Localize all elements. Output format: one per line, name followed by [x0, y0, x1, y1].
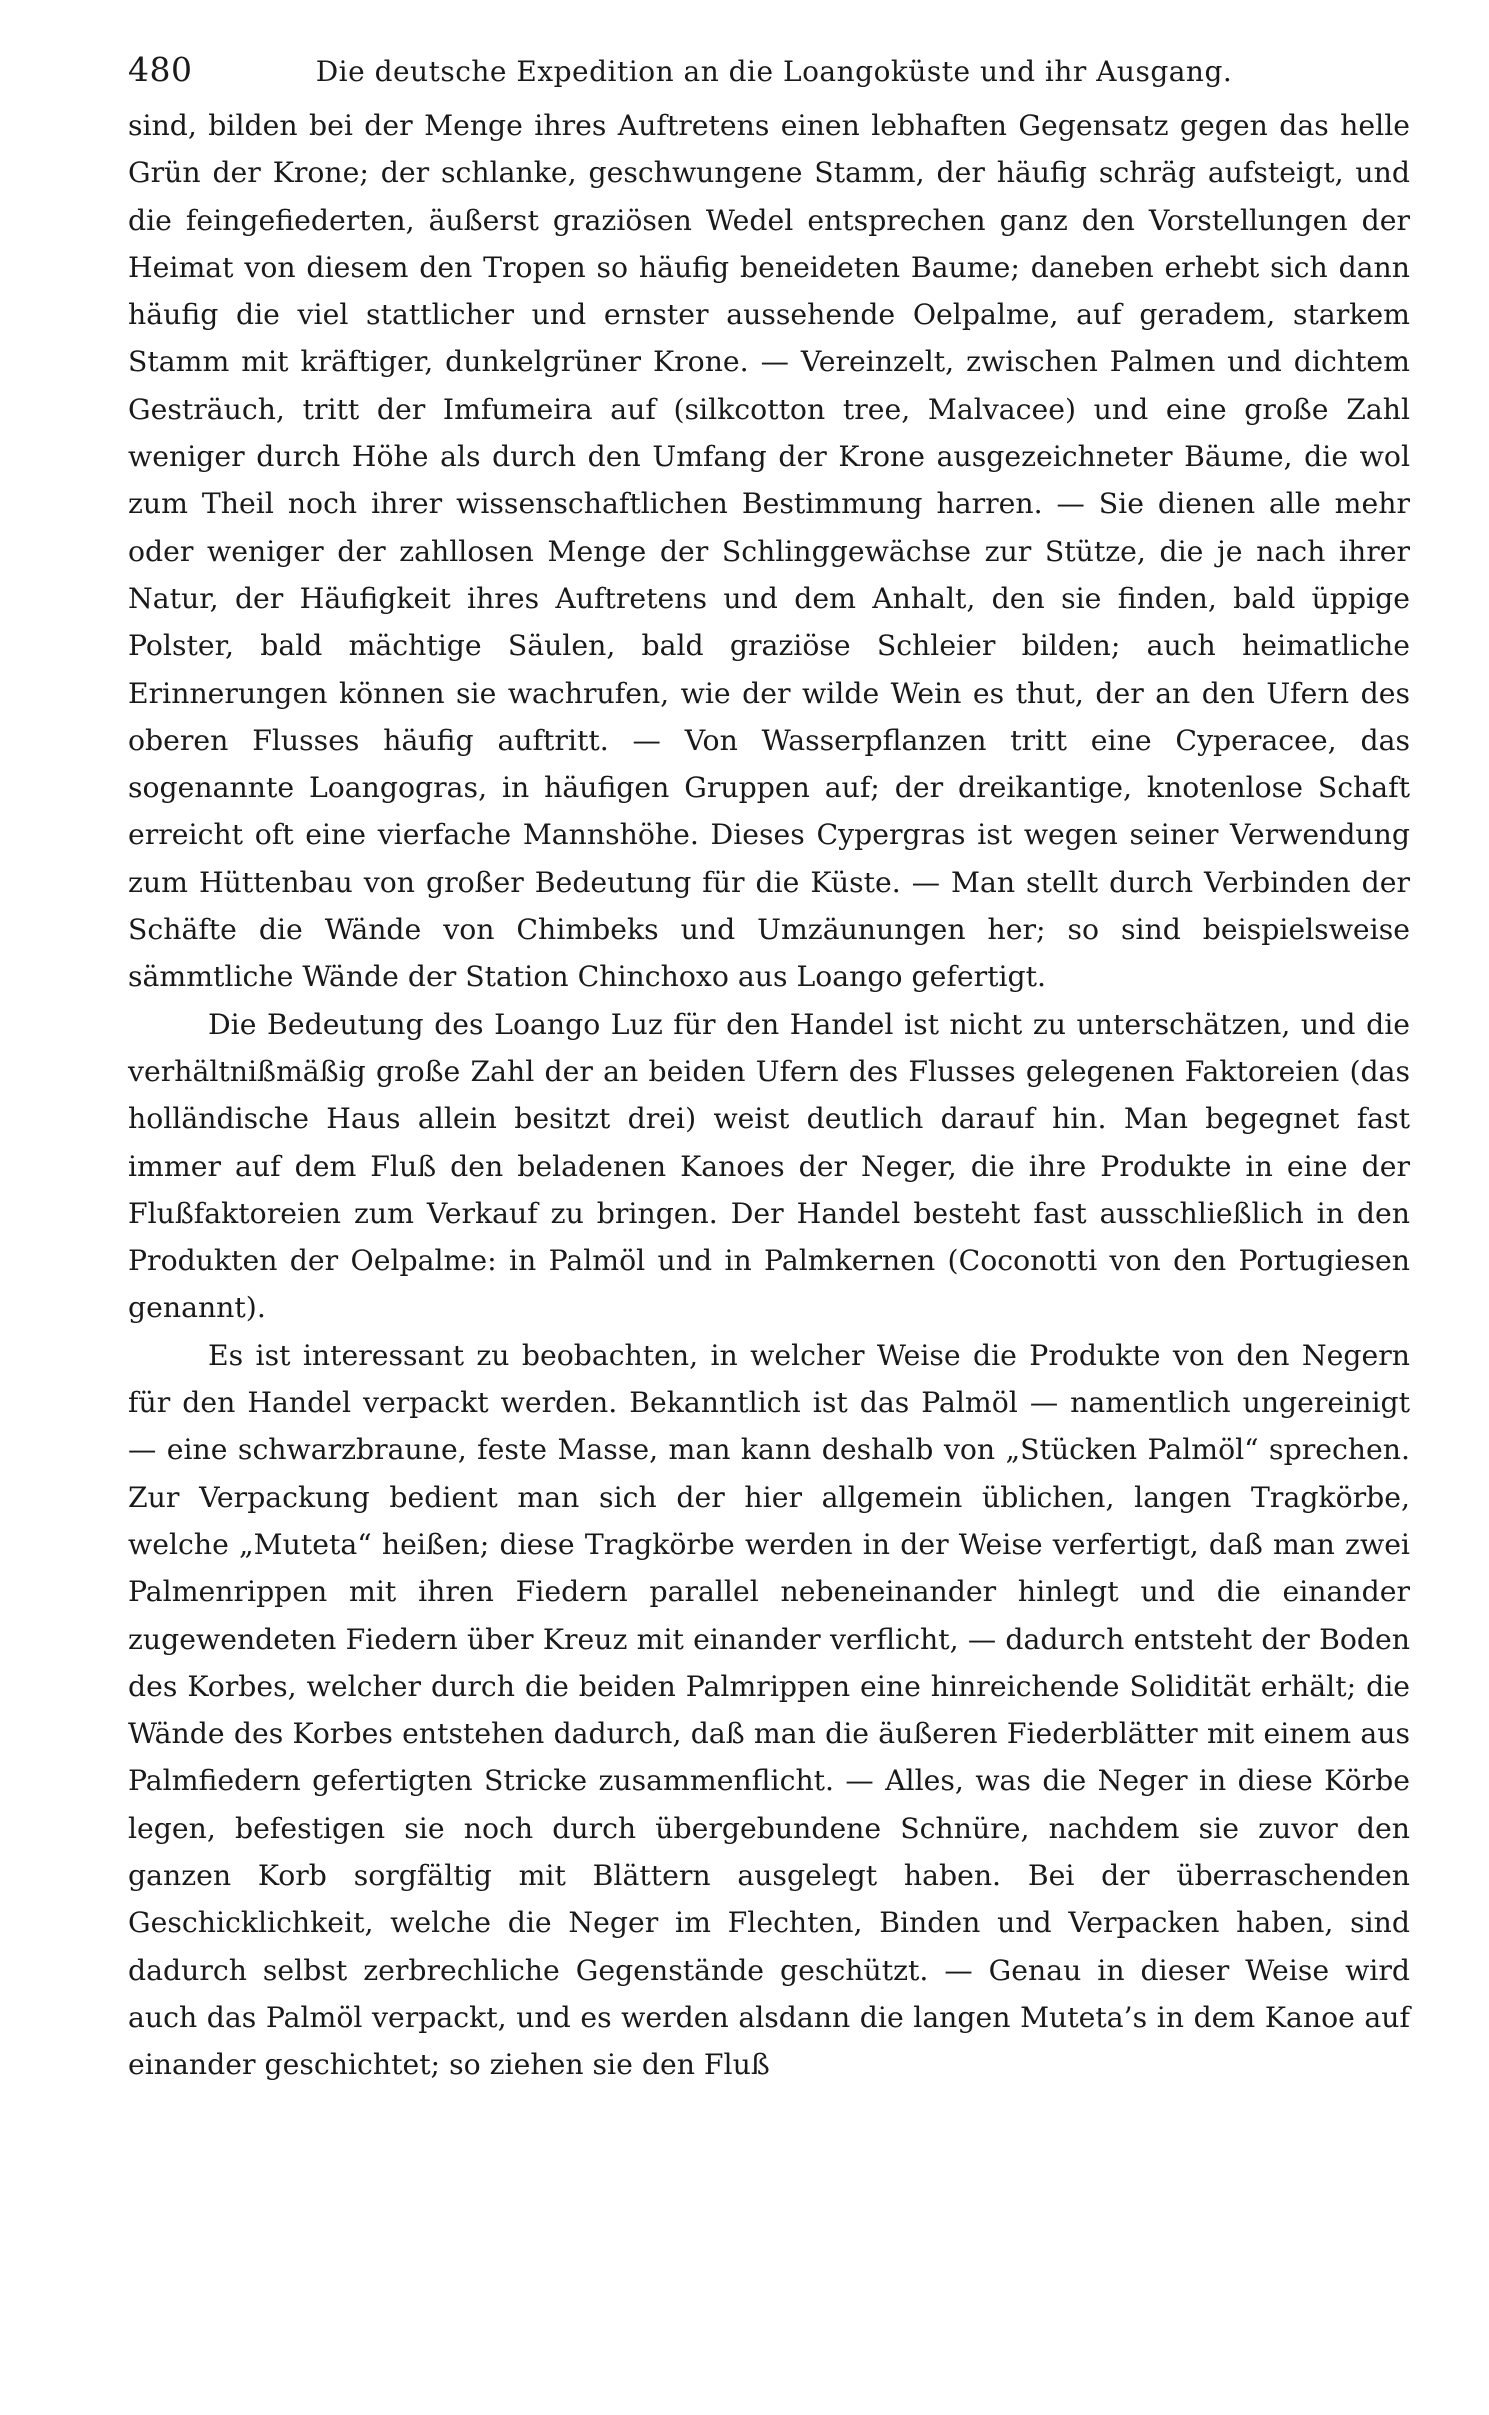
paragraph-packing: Es ist interessant zu beobachten, in welcher Weise die Produkte von den Negern für den Handel verpackt werden. Bekanntlich ist das Palmöl — namentlich ungereinigt — eine schwarzbraune, feste Masse, man kann deshalb von „Stücken Palmöl“ sprechen. Zur Verpackung bedient man sich der hier allgemein üblichen, langen Tragkörbe, welche „Muteta“ heißen; diese Tragkörbe werden in der Weise verfertigt, daß man zwei Palmenrippen mit ihren Fiedern parallel nebeneinander hinlegt und die einander zugewendeten Fiedern über Kreuz mit einander verflicht, — dadurch entsteht der Boden des Korbes, welcher durch die beiden Palmrippen eine hinreichende Solidität erhält; die Wände des Korbes entstehen dadurch, daß man die äußeren Fiederblätter mit einem aus Palmfiedern gefertigten Stricke zusammenflicht. — Alles, was die Neger in diese Körbe legen, befestigen sie noch durch übergebundene Schnüre, nachdem sie zuvor den ganzen Korb sorgfältig mit Blättern ausgelegt haben. Bei der überraschenden Geschicklichkeit, welche die Neger im Flechten, Binden und Verpacken haben, sind dadurch selbst zerbrechliche Gegenstände geschützt. — Genau in dieser Weise wird auch das Palmöl verpackt, und es werden alsdann die langen Muteta’s in dem Kanoe auf einander geschichtet; so ziehen sie den Fluß	[128, 1338, 1410, 2082]
paragraph-continued: sind, bilden bei der Menge ihres Auftretens einen lebhaften Gegensatz gegen das helle Grün der Krone; der schlanke, geschwungene Stamm, der häufig schräg aufsteigt, und die feingefiederten, äußerst graziösen Wedel entsprechen ganz den Vorstellungen der Heimat von diesem den Tropen so häufig beneideten Baume; daneben erhebt sich dann häufig die viel stattlicher und ernster aussehende Oelpalme, auf geradem, starkem Stamm mit kräftiger, dunkelgrüner Krone. — Vereinzelt, zwischen Palmen und dichtem Gesträuch, tritt der Imfumeira auf (silkcotton tree, Malvacee) und eine große Zahl weniger durch Höhe als durch den Umfang der Krone ausgezeichneter Bäume, die wol zum Theil noch ihrer wissenschaftlichen Bestimmung harren. — Sie dienen alle mehr oder weniger der zahllosen Menge der Schlinggewächse zur Stütze, die je nach ihrer Natur, der Häufigkeit ihres Auftretens und dem Anhalt, den sie finden, bald üppige Polster, bald mächtige Säulen, bald graziöse Schleier bilden; auch heimatliche Erinnerungen können sie wachrufen, wie der wilde Wein es thut, der an den Ufern des oberen Flusses häufig auftritt. — Von Wasserpflanzen tritt eine Cyperacee, das sogenannte Loangogras, in häufigen Gruppen auf; der dreikantige, knotenlose Schaft erreicht oft eine vierfache Mannshöhe. Dieses Cypergras ist wegen seiner Verwendung zum Hüttenbau von großer Bedeutung für die Küste. — Man stellt durch Verbinden der Schäfte die Wände von Chimbeks und Umzäunungen her; so sind beispielsweise sämmtliche Wände der Station Chinchoxo aus Loango gefertigt.	[128, 109, 1410, 994]
paragraph-trade: Die Bedeutung des Loango Luz für den Handel ist nicht zu unterschätzen, und die verhältnißmäßig große Zahl der an beiden Ufern des Flusses gelegenen Faktoreien (das holländische Haus allein besitzt drei) weist deutlich darauf hin. Man begegnet fast immer auf dem Fluß den beladenen Kanoes der Neger, die ihre Produkte in eine der Flußfaktoreien zum Verkauf zu bringen. Der Handel besteht fast ausschließlich in den Produkten der Oelpalme: in Palmöl und in Palmkernen (Coconotti von den Portugiesen genannt).	[128, 1007, 1410, 1325]
running-title: Die deutsche Expedition an die Loangoküste und ihr Ausgang.	[315, 55, 1233, 88]
page-header	[128, 50, 1410, 90]
body-text	[128, 102, 1410, 2088]
page-number: 480	[128, 50, 193, 89]
book-page	[128, 50, 1410, 2088]
